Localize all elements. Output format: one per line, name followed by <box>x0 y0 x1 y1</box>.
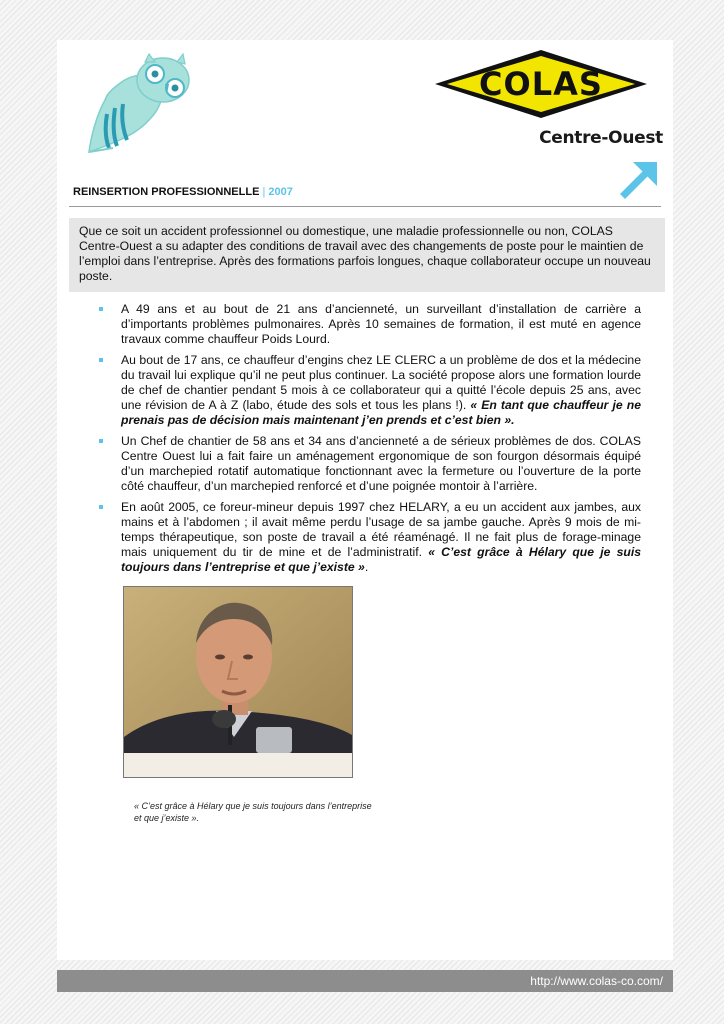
company-tagline: Centre-Ouest <box>539 128 663 148</box>
title-separator: | <box>262 186 266 198</box>
photo-caption: « C’est grâce à Hélary que je suis toujours dans l’entreprise et que j’existe ». <box>134 801 372 823</box>
bullet-square-icon <box>99 358 103 362</box>
portrait-photo <box>123 586 353 778</box>
bullet-text: Au bout de 17 ans, ce chauffeur d’engins chez LE CLERC a un problème de dos et la médecine du travail lui explique qu’il ne peut plus continuer. La société propose alors une formation lourde de chef de chantier pendant 5 mois à ce collaborateur qui a quitté l’école depuis 25 ans, avec une révision de A à Z (labo, étude des sols et tous les plans !). <box>121 353 641 412</box>
arrow-up-right-icon <box>619 158 661 200</box>
list-item <box>97 500 641 575</box>
bullet-square-icon <box>99 307 103 311</box>
bullet-square-icon <box>99 439 103 443</box>
intro-paragraph: Que ce soit un accident professionnel ou domestique, une maladie professionnelle ou non, COLAS Centre-Ouest a su adapter des conditions de travail avec des changements de poste pour le maintien de l’emploi dans l’entreprise. Après des formations parfois longues, chaque collaborateur occupe un nouveau poste. <box>69 218 665 292</box>
bullet-quote: « C’est grâce à Hélary que je suis toujours dans l’entreprise et que j’existe » <box>121 545 641 574</box>
owl-illustration-icon <box>83 52 195 158</box>
section-title <box>73 186 293 198</box>
bullet-text: A 49 ans et au bout de 21 ans d’ancienneté, un surveillant d’installation de carrière a d’importants problèmes pulmonaires. Après 10 semaines de formation, il est muté en agence travaux comme chauffeur Poids Lourd. <box>121 302 641 346</box>
bullet-square-icon <box>99 505 103 509</box>
bullet-text: Un Chef de chantier de 58 ans et 34 ans d’ancienneté a de sérieux problèmes de dos. COLAS Centre Ouest lui a fait faire un aménagement ergonomique de son fourgon désormais équipé d’un marchepied rotatif automatique fonctionnant avec la fermeture ou l’ouverture de la porte côté chauffeur, d’un marchepied renforcé et d’une poignée montoir à l’arrière. <box>121 434 641 493</box>
bullet-quote: « En tant que chauffeur je ne prenais pas de décision mais maintenant j’en prends et c’est bien ». <box>121 398 641 427</box>
logo-text: COLAS <box>479 65 603 103</box>
document-page <box>57 40 673 960</box>
bullet-text: En août 2005, ce foreur-mineur depuis 1997 chez HELARY, a eu un accident aux jambes, aux mains et à l’abdomen ; il avait même perdu l’usage de sa jambe gauche. Après 9 mois de mi-temps thérapeutique, son poste de travail a été réaménagé. Il ne fait plus de forage-minage mais uniquement du tir de mine et de l’administratif. <box>121 500 641 559</box>
section-title-text: REINSERTION PROFESSIONNELLE <box>73 186 260 198</box>
list-item <box>97 302 641 347</box>
bullet-list <box>97 302 641 581</box>
list-item <box>97 434 641 494</box>
section-year: 2007 <box>268 186 293 198</box>
website-link[interactable]: http://www.colas-co.com/ <box>530 974 663 988</box>
bullet-tail: . <box>364 560 369 574</box>
list-item <box>97 353 641 428</box>
header-divider <box>69 206 661 207</box>
footer-bar <box>57 970 673 992</box>
colas-logo <box>431 48 651 120</box>
